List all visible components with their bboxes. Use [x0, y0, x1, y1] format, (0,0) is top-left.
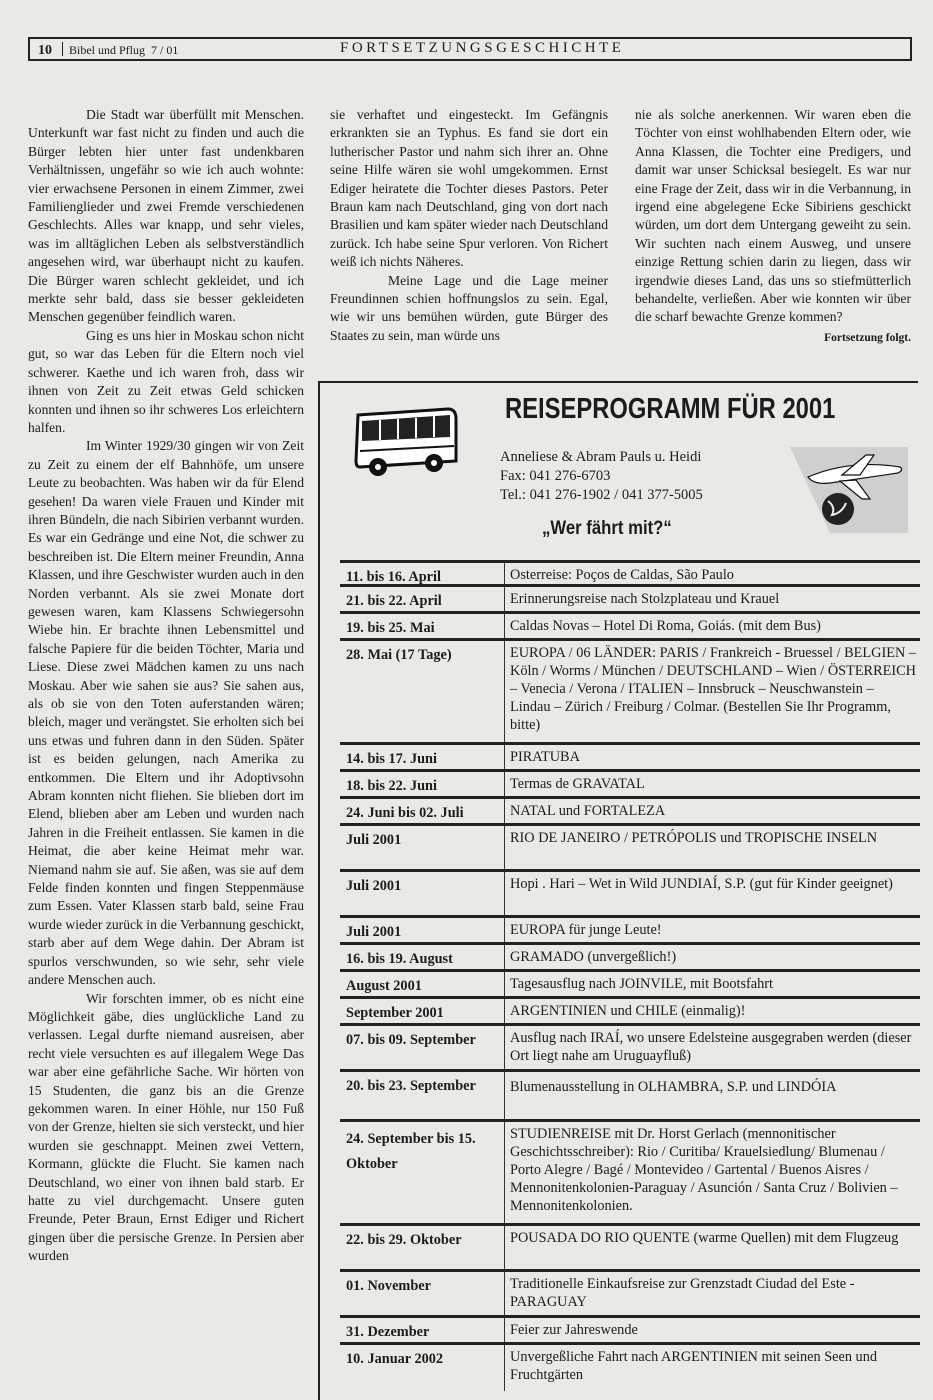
paragraph: sie verhaftet und eingesteckt. Im Gefängnis erkrankten sie an Typhus. Es fand sie dort ein lutherischer Pastor und nahm sich ihrer an. Ohne seine Hilfe wären sie wohl umgekommen. Ernst Ediger heiratete die Tochter dieses Pastors. Peter Braun kam nach Deutschland, ging von dort nach Brasilien und kam später wieder nach Deutschland zurück. Ich habe seine Spur verloren. Von Richert weiß ich nichts Näheres. [330, 107, 608, 270]
trip-description: Traditionelle Einkaufsreise zur Grenzstadt Ciudad del Este - PARAGUAY [510, 1276, 855, 1310]
trip-date: 07. bis 09. September [340, 1026, 505, 1069]
trip-description: GRAMADO (unvergeßlich!) [510, 949, 677, 965]
table-row [340, 772, 920, 799]
continued-note: Fortsetzung folgt. [824, 331, 911, 344]
trip-date: 10. Januar 2002 [340, 1345, 505, 1391]
trip-description: Tagesausflug nach JOINVILE, mit Bootsfahrt [510, 976, 774, 992]
trip-date: 24. September bis 15. Oktober [340, 1122, 505, 1223]
trip-description: PIRATUBA [510, 749, 580, 765]
ad-contact [500, 448, 703, 505]
trip-date: 19. bis 25. Mai [340, 614, 505, 638]
schedule-table [340, 560, 920, 1391]
trip-description: STUDIENREISE mit Dr. Horst Gerlach (mennonitischer Geschichtsschreiber): Rio / Curitiba/ Krauelsiedlung/ Blumenau / Porto Alegre / Bagé / Montevideo / Gartental / Buenos Aisres / Mennonitenkolonien-Paraguay / Asunción / Santa Cruz / Bolivien – Mennonitenkolonien. [510, 1126, 898, 1214]
trip-date: September 2001 [340, 999, 505, 1023]
trip-description: Ausflug nach IRAÍ, wo unsere Edelsteine ausgegraben werden (dieser Ort liegt nahe am Uruguayfluß) [510, 1030, 912, 1064]
story-column-3 [635, 106, 911, 347]
trip-description: Caldas Novas – Hotel Di Roma, Goiás. (mit dem Bus) [510, 618, 821, 634]
trip-description: Erinnerungsreise nach Stolzplateau und Krauel [510, 591, 780, 607]
issue-number: 7 / 01 [151, 43, 179, 57]
trip-date: Juli 2001 [340, 918, 505, 942]
paragraph: nie als solche anerkennen. Wir waren eben die Töchter von einst wohlhabenden Eltern oder, wie Anna Klassen, die Tochter eine Predigers, und damit war unser Schicksal besiegelt. Es war nur eine Frage der Zeit, dass wir in die Verbannung, in irgend eine abgelegene Ecke Sibiriens geschickt würden, um dort dem Untergang geweiht zu sein. Wir suchten nach einem Ausweg, und unsere einzige Rettung schien darin zu liegen, dass wir irgendwie dieses Land, das uns so stiefmütterlich behandelte, verließen. Aber wie konnten wir über die scharf bewachte Grenze kommen? [635, 107, 911, 325]
trip-date: 24. Juni bis 02. Juli [340, 799, 505, 823]
table-row [340, 1226, 920, 1272]
table-row [340, 641, 920, 745]
paragraph: Wir forschten immer, ob es nicht eine Möglichkeit gäbe, dies unglückliche Land zu verlassen. Legal durfte niemand ausreisen, aber recht viele versuchten es auf illegalem Wege Das war aber eine gefährliche Sache. Wir hörten von 15 Studenten, die ganz bis an die Grenze gekommen waren. In einer Höhle, nur 150 Fuß von der Grenze, hielten sie sich versteckt, und hier wurden sie geschnappt. Meinen zwei Vettern, Kormann, glückte die Flucht. Sie kamen nach Deutschland, wo einer von ihnen bald starb. Er hatte zu viel durchgemacht. Unsere guten Freunde, Peter Braun, Ernst Ediger und Richert gingen über die persische Grenze. In Persien aber wurden [28, 990, 304, 1264]
ad-title: REISEPROGRAMM FÜR 2001 [505, 393, 836, 425]
trip-date: 20. bis 23. September [340, 1072, 505, 1119]
trip-date: 28. Mai (17 Tage) [340, 641, 505, 742]
trip-date: 21. bis 22. April [340, 587, 505, 611]
table-row [340, 872, 920, 918]
trip-date: 01. November [340, 1272, 505, 1315]
story-column-2 [330, 106, 608, 345]
header-issue-info [38, 42, 178, 59]
trip-description: POUSADA DO RIO QUENTE (warme Quellen) mit dem Flugzeug [510, 1230, 899, 1246]
trip-date: Juli 2001 [340, 872, 505, 915]
trip-date: 18. bis 22. Juni [340, 772, 505, 796]
trip-date: August 2001 [340, 972, 505, 996]
section-title: FORTSETZUNGSGESCHICHTE [340, 40, 625, 56]
ad-slogan: „Wer fährt mit?“ [542, 518, 672, 539]
table-row [340, 1072, 920, 1122]
trip-description: Unvergeßliche Fahrt nach ARGENTINIEN mit seinen Seen und Fruchtgärten [510, 1349, 877, 1383]
bus-icon [352, 401, 462, 481]
trip-date: 16. bis 19. August [340, 945, 505, 969]
table-row [340, 945, 920, 972]
story-column-1 [28, 106, 304, 1266]
table-row [340, 918, 920, 945]
table-row [340, 1345, 920, 1391]
trip-date: 22. bis 29. Oktober [340, 1226, 505, 1269]
paragraph: Die Stadt war überfüllt mit Menschen. Unterkunft war fast nicht zu finden und auch die Bürger lebten hier unter fast undenkbaren Verhältnissen, ungefähr so wie ich auch wohnte: vier erwachsene Personen in einem Zimmer, zwei Familienglieder und zwei Fremde verschiedenen Geschlechts. Alles war knapp, und sehr vieles, was im alltäglichen Leben als selbstverständlich angesehen wird, war überhaupt nicht zu kaufen. Die Bürger waren schlecht gekleidet, und ich merkte sehr bald, dass sie besser gekleideten Menschen gegenüber feindlich waren. [28, 107, 304, 325]
trip-description: Blumenausstellung in OLHAMBRA, S.P. und LINDÓIA [510, 1079, 837, 1095]
paragraph: Im Winter 1929/30 gingen wir von Zeit zu Zeit zu einem der elf Bahnhöfe, um unsere Leute zu beobachten. Was haben wir da für Elend gesehen! Da waren viele Frauen und Kinder mit ihren Bündeln, die nach Sibirien verbannt wurden. Es war ein Gedränge und eine Not, die schwer zu beschreiben ist. Die Eltern meiner Freundin, Anna Klassen, und ihre Geschwister wurden auch in den Norden verbannt. Als sie zwei Monate dort gewesen waren, kam Klassens Schwiegersohn Wiebe hin. Er brachte ihnen Lebensmittel und falsche Papiere für die beiden Töchter, Maria und Liese. Diese zwei Mädchen kamen zu uns nach Moskau. Aber wie sahen sie aus? Sie sahen aus, als ob sie von den Toten auferstanden wären; bleich, mager und verängstet. Sie erholten sich bei uns etwas und fuhren dann in den Süden. Später ist es beiden gelungen, nach Amerika zu entkommen. Die Eltern und ihr Adoptivsohn Abram konnten nicht fliehen. Sie blieben dort im Elend, blieben aber am Leben und wurden nach Jahren in die Freiheit entlassen. Sie kamen in die Heimat, die aber keine Heimat mehr war. Niemand nahm sie auf. Sie aßen, was sie auf dem Felde finden konnten und fingen Steppenmäuse zum Essen. Vater Klassen starb bald, seine Frau wurde wieder zurück in die Verbannung geschickt, starb aber auf dem Wege dahin. Der Abram ist spurlos verschwunden, so wie sehr, sehr viele andere Menschen auch. [28, 438, 304, 988]
trip-description: RIO DE JANEIRO / PETRÓPOLIS und TROPISCHE INSELN [510, 830, 878, 846]
table-row [340, 614, 920, 641]
table-row [340, 1026, 920, 1072]
contact-name: Anneliese & Abram Pauls u. Heidi [500, 449, 702, 465]
contact-phone: Tel.: 041 276-1902 / 041 377-5005 [500, 487, 703, 503]
paragraph: Ging es uns hier in Moskau schon nicht gut, so war das Leben für die Eltern noch viel schwerer. Kaethe und ich waren froh, dass wir ihnen von Zeit zu Zeit etwas Geld schicken konnten und ihnen so ihr schweres Los erleichtern halfen. [28, 327, 304, 435]
airplane-globe-icon [790, 447, 910, 539]
contact-fax: Fax: 041 276-6703 [500, 468, 611, 484]
table-row [340, 999, 920, 1026]
trip-date: 11. bis 16. April [340, 563, 505, 584]
table-row [340, 1318, 920, 1345]
trip-description: Hopi . Hari – Wet in Wild JUNDIAÍ, S.P. (gut für Kinder geeignet) [510, 876, 893, 892]
trip-description: EUROPA für junge Leute! [510, 922, 662, 938]
table-row [340, 587, 920, 614]
table-row [340, 1272, 920, 1318]
trip-date: 14. bis 17. Juni [340, 745, 505, 769]
trip-description: Feier zur Jahreswende [510, 1322, 638, 1338]
table-row [340, 826, 920, 872]
trip-date: Juli 2001 [340, 826, 505, 869]
table-row [340, 972, 920, 999]
table-row [340, 799, 920, 826]
trip-description: ARGENTINIEN und CHILE (einmalig)! [510, 1003, 746, 1019]
page-number: 10 [38, 43, 52, 58]
trip-description: Termas de GRAVATAL [510, 776, 645, 792]
page-header [28, 37, 912, 61]
paragraph: Meine Lage und die Lage meiner Freundinnen schien hoffnungslos zu sein. Egal, wie wir uns bemühen würden, gute Bürger des Staates zu sein, man würde uns [330, 272, 608, 343]
trip-description: NATAL und FORTALEZA [510, 803, 666, 819]
table-row [340, 745, 920, 772]
table-row [340, 560, 920, 587]
trip-description: EUROPA / 06 LÄNDER: PARIS / Frankreich - Bruessel / BELGIEN – Köln / Worms / München / DEUTSCHLAND – Wien / ÖSTERREICH – Venecia / Verona / ITALIEN – Innsbruck – Neuschwanstein – Lindau – Zürich / Freiburg / Colmar. (Bestellen Sie Ihr Programm, bitte) [510, 645, 917, 733]
trip-date: 31. Dezember [340, 1318, 505, 1342]
table-row [340, 1122, 920, 1226]
header-divider [62, 42, 63, 56]
magazine-name: Bibel und Pflug [69, 43, 146, 57]
trip-description: Osterreise: Poços de Caldas, São Paulo [510, 567, 734, 583]
